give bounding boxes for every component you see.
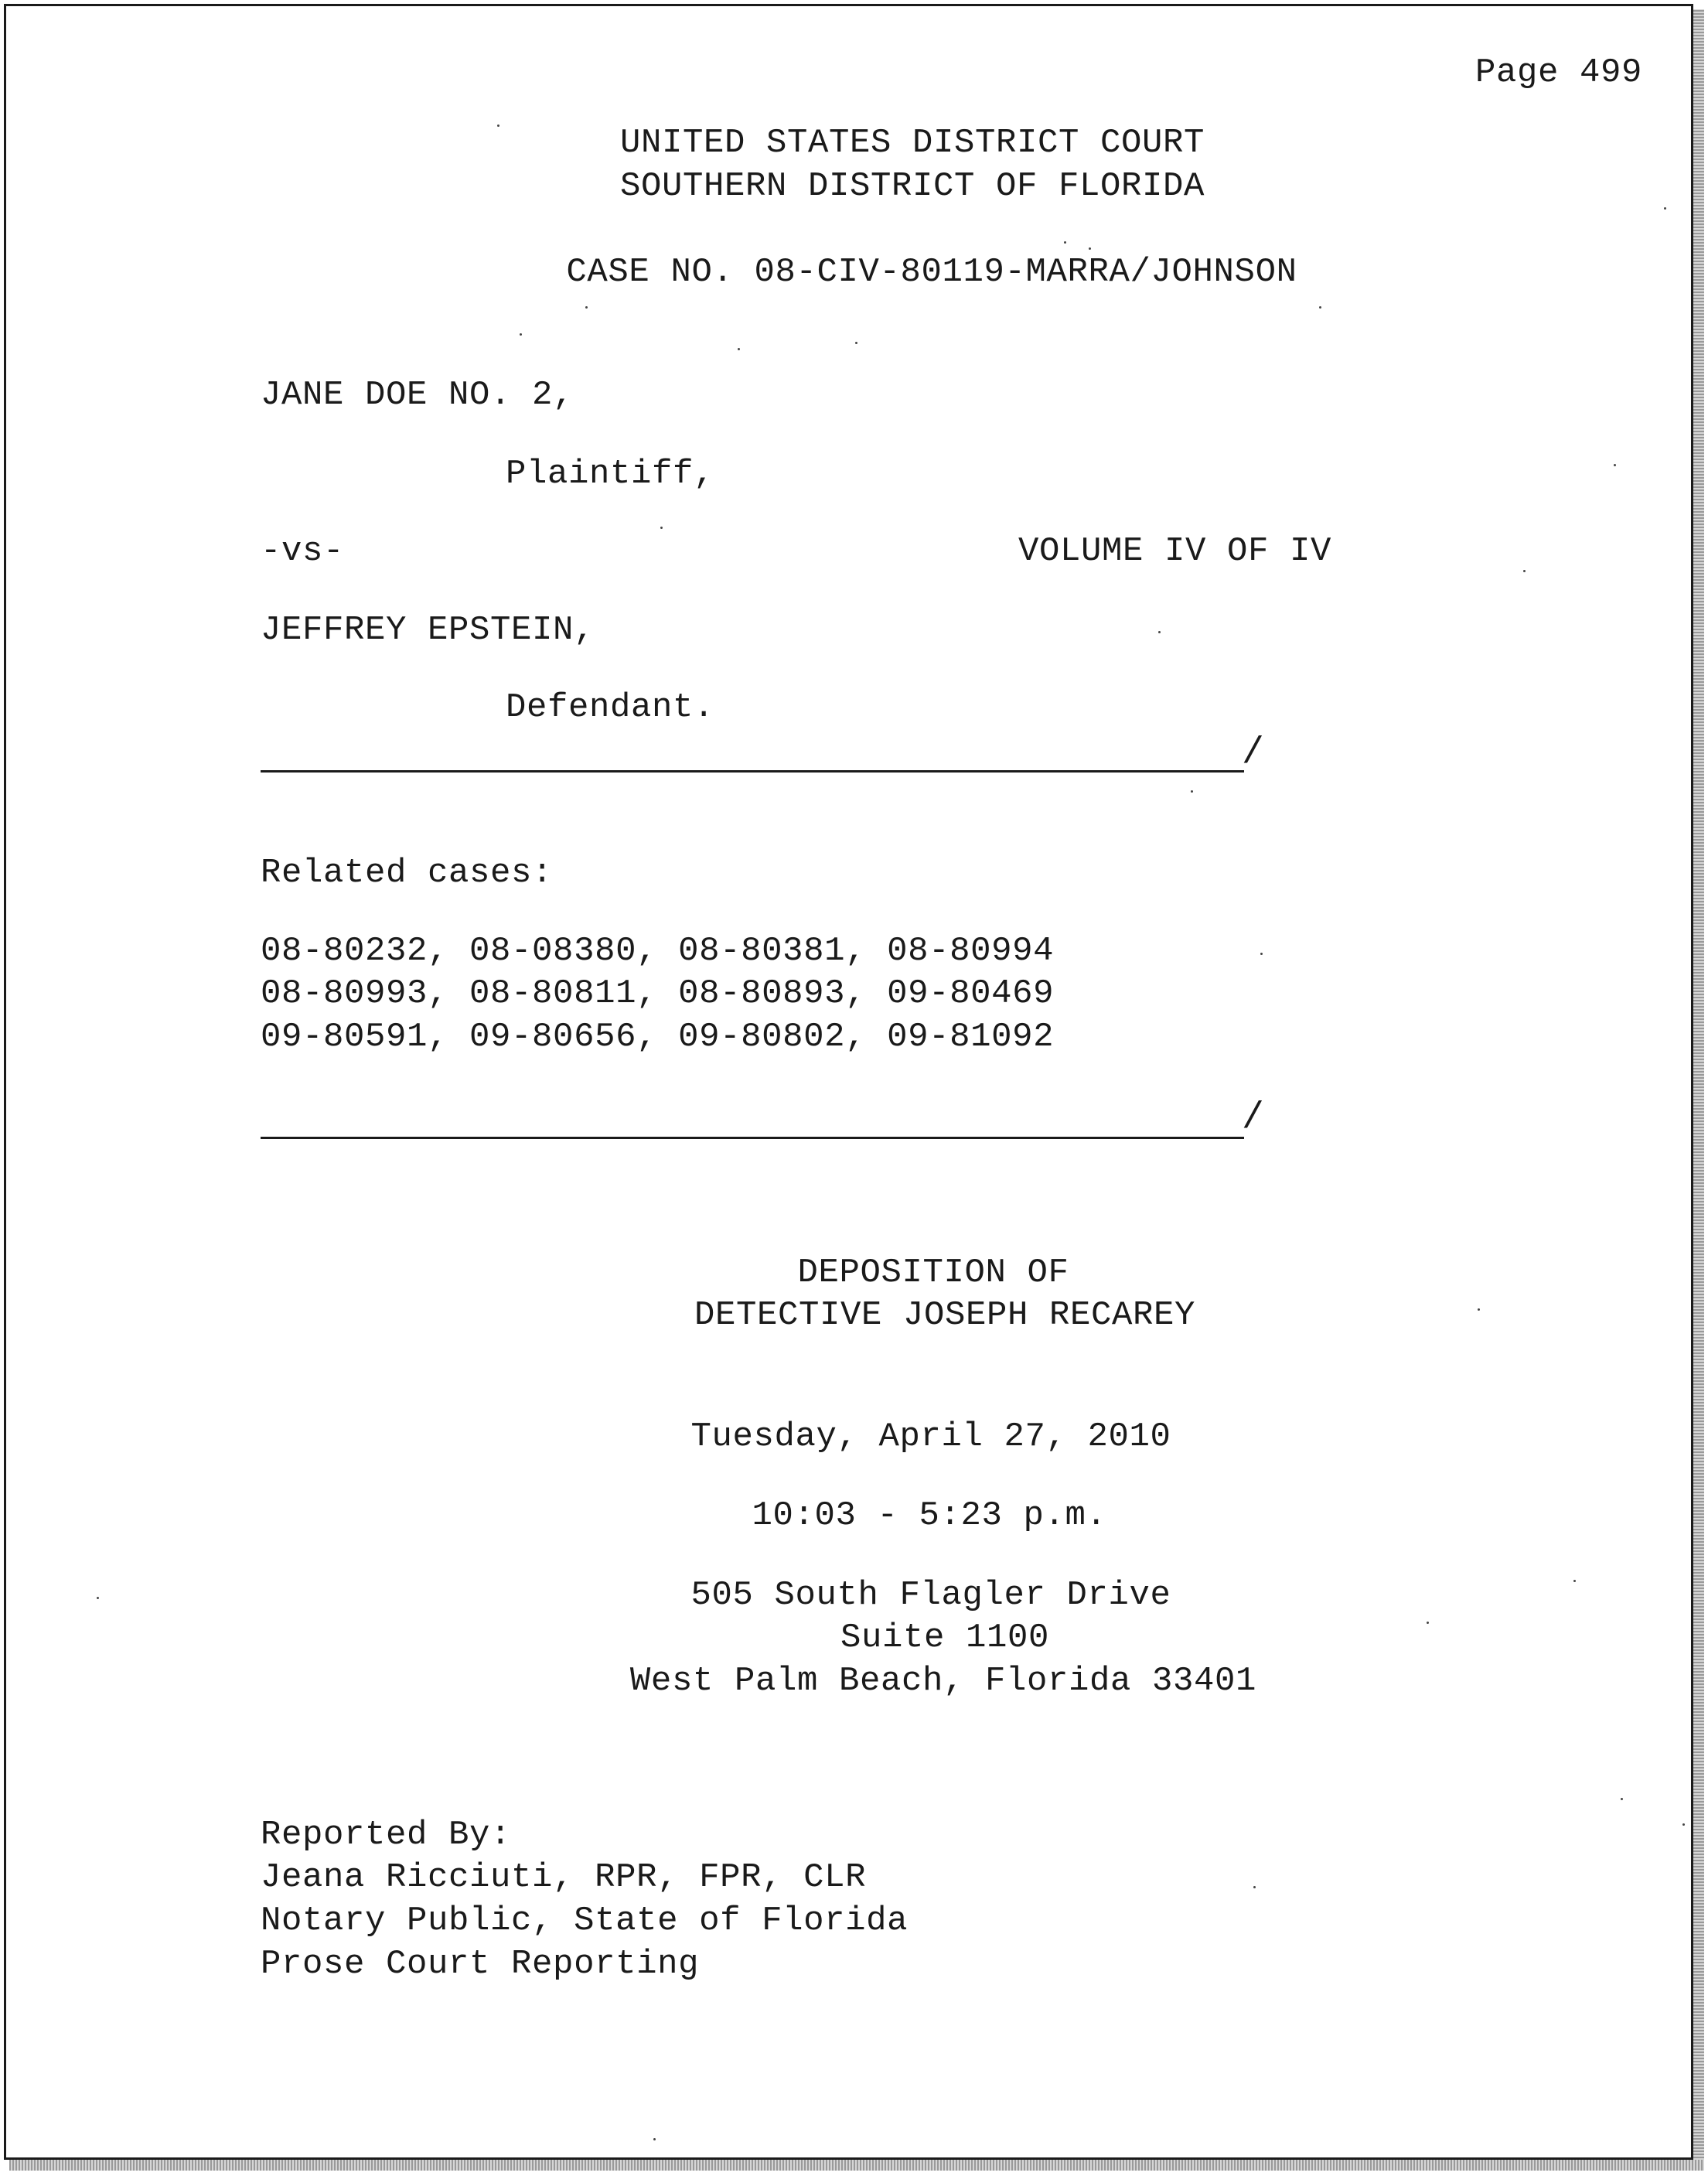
reporter-title: Notary Public, State of Florida xyxy=(261,1901,909,1940)
scan-speck xyxy=(1319,306,1321,309)
deposition-title-2: DETECTIVE JOSEPH RECAREY xyxy=(694,1296,1196,1335)
scan-speck xyxy=(1621,1798,1623,1800)
scan-speck xyxy=(520,333,522,336)
defendant-name: JEFFREY EPSTEIN, xyxy=(261,611,595,650)
reporter-company: Prose Court Reporting xyxy=(261,1945,700,1983)
scan-speck xyxy=(1089,247,1091,250)
deposition-date: Tuesday, April 27, 2010 xyxy=(690,1417,1171,1456)
scan-speck xyxy=(660,527,663,529)
address-line-1: 505 South Flagler Drive xyxy=(690,1576,1171,1615)
page-frame xyxy=(4,4,1693,2160)
scan-speck xyxy=(1523,570,1526,572)
scan-speck xyxy=(1158,631,1161,633)
plaintiff-name: JANE DOE NO. 2, xyxy=(261,376,574,414)
defendant-role: Defendant. xyxy=(506,688,715,727)
related-rule-end: / xyxy=(1242,1097,1264,1139)
scan-speck xyxy=(1664,207,1666,210)
deposition-title-1: DEPOSITION OF xyxy=(797,1253,1069,1292)
address-line-2: Suite 1100 xyxy=(840,1618,1050,1657)
scan-speck xyxy=(1427,1622,1429,1624)
caption-rule xyxy=(261,770,1244,773)
volume-label: VOLUME IV OF IV xyxy=(1018,532,1332,571)
scan-speck xyxy=(855,342,857,344)
scan-speck xyxy=(585,306,588,309)
related-rule xyxy=(261,1137,1244,1139)
scan-speck xyxy=(1064,241,1066,244)
scan-speck xyxy=(1682,1823,1685,1826)
scan-speck xyxy=(738,348,740,350)
related-row-2: 08-80993, 08-80811, 08-80893, 09-80469 xyxy=(261,974,1055,1013)
address-line-3: West Palm Beach, Florida 33401 xyxy=(629,1662,1257,1700)
scan-speck xyxy=(1573,1580,1576,1582)
related-heading: Related cases: xyxy=(261,854,554,892)
scan-speck xyxy=(97,1597,99,1599)
plaintiff-role: Plaintiff, xyxy=(506,455,715,493)
deposition-time: 10:03 - 5:23 p.m. xyxy=(752,1496,1107,1535)
scan-speck xyxy=(1191,790,1193,793)
page-shadow-bottom xyxy=(9,2160,1704,2171)
related-row-3: 09-80591, 09-80656, 09-80802, 09-81092 xyxy=(261,1018,1055,1056)
scan-speck xyxy=(1260,953,1263,955)
scan-speck xyxy=(1253,1886,1256,1888)
case-number: CASE NO. 08-CIV-80119-MARRA/JOHNSON xyxy=(566,253,1297,292)
reporter-name: Jeana Ricciuti, RPR, FPR, CLR xyxy=(261,1858,867,1897)
versus-label: -vs- xyxy=(261,532,345,571)
court-district: SOUTHERN DISTRICT OF FLORIDA xyxy=(619,167,1205,206)
related-row-1: 08-80232, 08-08380, 08-80381, 08-80994 xyxy=(261,932,1055,970)
scan-speck xyxy=(1614,464,1616,466)
scan-speck xyxy=(497,124,499,127)
page-number: Page 499 xyxy=(1475,53,1643,92)
scan-speck xyxy=(1478,1308,1480,1311)
court-name: UNITED STATES DISTRICT COURT xyxy=(619,124,1205,162)
page-shadow-right xyxy=(1693,9,1704,2171)
caption-rule-end: / xyxy=(1242,732,1264,774)
reporter-heading: Reported By: xyxy=(261,1816,512,1854)
scan-speck xyxy=(653,2138,656,2140)
